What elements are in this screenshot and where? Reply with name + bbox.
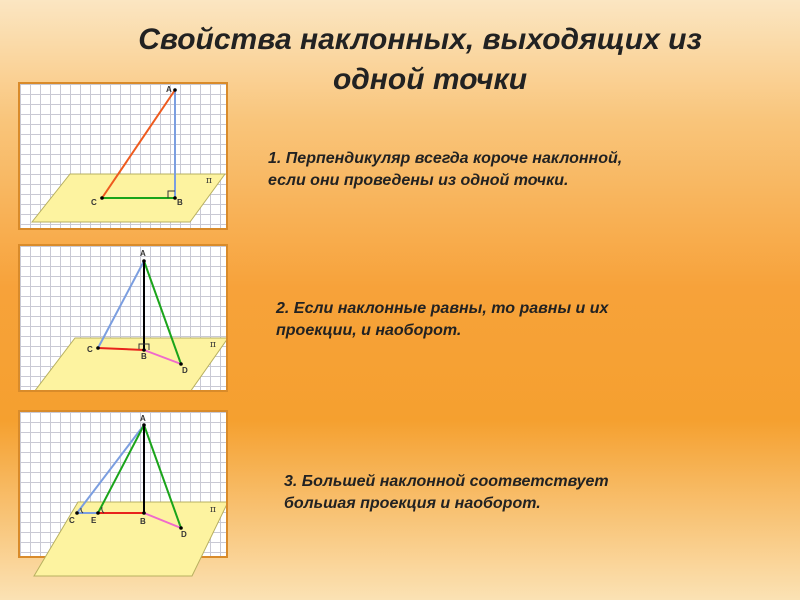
label-a: A [140,249,146,258]
label-plane: π [210,505,216,515]
label-d: D [182,366,188,375]
label-c: C [91,198,97,207]
label-c: C [69,516,75,525]
property-3-text [284,471,609,515]
label-a: A [166,85,172,94]
label-b: B [140,517,146,526]
label-plane: π [210,340,216,350]
property-3-line-2: большая проекция и наоборот. [284,495,541,512]
property-1-line-2: если они проведены из одной точки. [268,172,569,189]
label-plane: π [206,176,212,186]
diagram-1-panel [18,82,228,230]
property-2-text [276,298,608,342]
property-2-line-2: проекции, и наоборот. [276,322,462,339]
label-b: B [177,198,183,207]
diagram-2-figure [20,246,226,390]
title-line-2: одной точки [332,63,528,96]
diagram-3-figure [20,412,226,578]
property-1-line-1: 1. Перпендикуляр всегда короче наклонной, [268,150,623,167]
label-d: D [181,530,187,539]
slant-ae [98,425,144,513]
diagram-1-figure [20,84,226,228]
title-line-1: Свойства наклонных, выходящих из [138,23,702,56]
plane-pi [34,338,226,390]
label-c: C [87,345,93,354]
property-3-line-1: 3. Большей наклонной соответствует [284,473,609,490]
label-a: A [140,414,146,423]
slant-ac [77,425,144,513]
property-1-text [268,148,622,192]
diagram-3-panel [18,410,228,558]
diagram-2-panel [18,244,228,392]
label-b: B [141,352,147,361]
label-e: E [91,516,97,525]
slant-ac [98,261,144,348]
property-2-line-1: 2. Если наклонные равны, то равны и их [276,300,609,317]
